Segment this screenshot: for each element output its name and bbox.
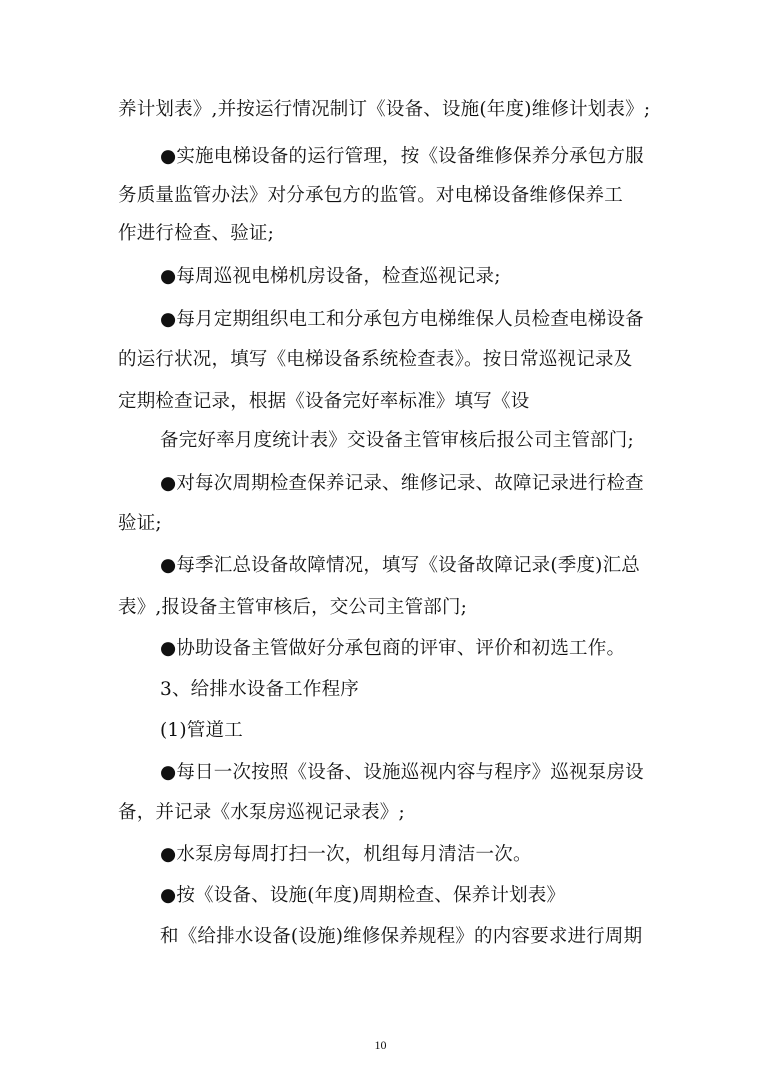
text-line-17: ●每日一次按照《设备、设施巡视内容与程序》巡视泵房设 <box>160 762 644 783</box>
text-line-9: 备完好率月度统计表》交设备主管审核后报公司主管部门; <box>160 430 634 451</box>
page-number: 10 <box>374 1038 387 1052</box>
text-line-19: ●水泵房每周打扫一次，机组每月清洁一次。 <box>160 844 532 865</box>
text-line-8: 定期检查记录，根据《设备完好率标准》填写《设 <box>118 391 530 412</box>
text-line-21: 和《给排水设备(设施)维修保养规程》的内容要求进行周期 <box>160 926 643 947</box>
text-line-4: 作进行检查、验证; <box>118 223 275 244</box>
text-line-12: ●每季汇总设备故障情况，填写《设备故障记录(季度)汇总 <box>160 555 640 576</box>
text-line-20: ●按《设备、设施(年度)周期检查、保养计划表》 <box>160 885 566 906</box>
text-line-5: ●每周巡视电梯机房设备，检查巡视记录; <box>160 266 501 287</box>
section-heading: 3、给排水设备工作程序 <box>160 679 359 700</box>
text-line-10: ●对每次周期检查保养记录、维修记录、故障记录进行检查 <box>160 473 644 494</box>
text-line-1: 养计划表》,并按运行情况制订《设备、设施(年度)维修计划表》; <box>118 99 651 120</box>
subsection-heading: (1)管道工 <box>160 720 243 741</box>
text-line-3: 务质量监管办法》对分承包方的监管。对电梯设备维修保养工 <box>118 185 623 206</box>
text-line-2: ●实施电梯设备的运行管理，按《设备维修保养分承包方服 <box>160 146 644 167</box>
text-line-18: 备，并记录《水泵房巡视记录表》; <box>118 802 405 823</box>
text-line-7: 的运行状况，填写《电梯设备系统检查表》。按日常巡视记录及 <box>118 349 633 370</box>
text-line-6: ●每月定期组织电工和分承包方电梯维保人员检查电梯设备 <box>160 309 644 330</box>
text-line-13: 表》,报设备主管审核后，交公司主管部门; <box>118 597 468 618</box>
text-line-11: 验证; <box>118 513 162 534</box>
text-line-14: ●协助设备主管做好分承包商的评审、评价和初选工作。 <box>160 638 626 659</box>
